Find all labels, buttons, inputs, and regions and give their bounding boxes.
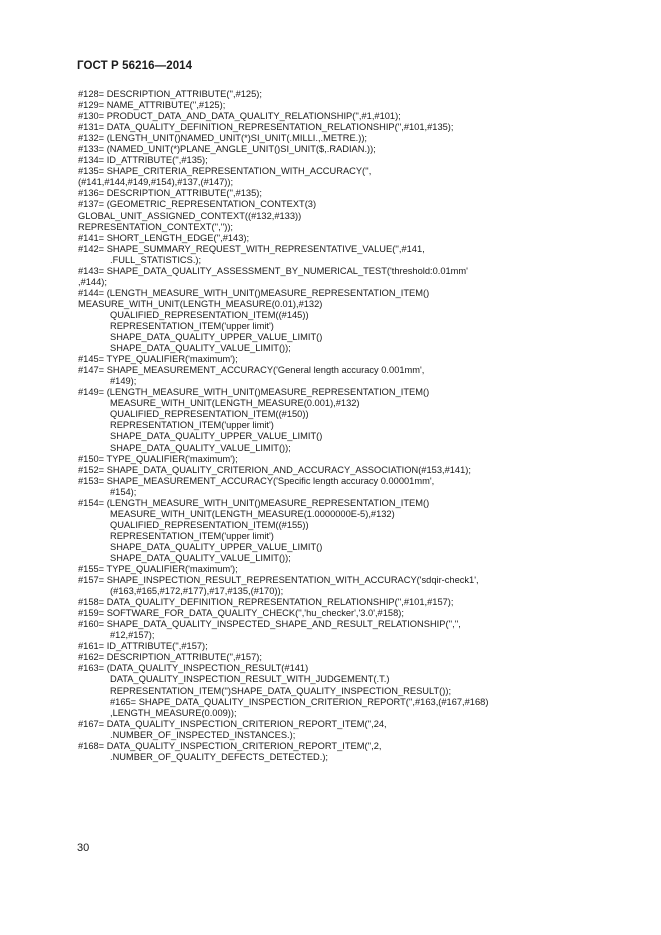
code-line: #149= (LENGTH_MEASURE_WITH_UNIT()MEASURE_REPRESENTATION_ITEM() bbox=[78, 387, 430, 398]
document-header: ГОСТ Р 56216—2014 bbox=[77, 60, 193, 72]
code-line: #134= ID_ATTRIBUTE('',#135); bbox=[78, 155, 208, 166]
code-line: QUALIFIED_REPRESENTATION_ITEM((#155)) bbox=[110, 519, 309, 530]
code-line: GLOBAL_UNIT_ASSIGNED_CONTEXT((#132,#133)) bbox=[78, 210, 302, 221]
code-line: #130= PRODUCT_DATA_AND_DATA_QUALITY_RELATIONSHIP('',#1,#101); bbox=[78, 111, 401, 122]
code-line: #12,#157); bbox=[110, 630, 155, 641]
code-line: #143= SHAPE_DATA_QUALITY_ASSESSMENT_BY_NUMERICAL_TEST('threshold:0.01mm' bbox=[78, 265, 468, 276]
code-line: #131= DATA_QUALITY_DEFINITION_REPRESENTATION_RELATIONSHIP('',#101,#135); bbox=[78, 122, 454, 133]
code-line: #160= SHAPE_DATA_QUALITY_INSPECTED_SHAPE_AND_RESULT_RELATIONSHIP('','', bbox=[78, 619, 461, 630]
code-line: DATA_QUALITY_INSPECTION_RESULT_WITH_JUDGEMENT(.T.) bbox=[110, 674, 390, 685]
code-line: (#141,#144,#149,#154),#137,(#147)); bbox=[78, 177, 234, 188]
code-line: REPRESENTATION_ITEM('upper limit') bbox=[110, 320, 274, 331]
code-line: ,#144); bbox=[78, 276, 107, 287]
code-line: SHAPE_DATA_QUALITY_UPPER_VALUE_LIMIT() bbox=[110, 541, 323, 552]
code-line: #147= SHAPE_MEASUREMENT_ACCURACY('General length accuracy 0.001mm', bbox=[78, 365, 425, 376]
code-line: #165= SHAPE_DATA_QUALITY_INSPECTION_CRITERION_REPORT('',#163,(#167,#168) bbox=[110, 696, 489, 707]
code-line: SHAPE_DATA_QUALITY_UPPER_VALUE_LIMIT() bbox=[110, 431, 323, 442]
code-line: #144= (LENGTH_MEASURE_WITH_UNIT()MEASURE_REPRESENTATION_ITEM() bbox=[78, 287, 430, 298]
code-line: #153= SHAPE_MEASUREMENT_ACCURACY('Specific length accuracy 0.00001mm', bbox=[78, 475, 435, 486]
code-line: #168= DATA_QUALITY_INSPECTION_CRITERION_REPORT_ITEM('',2, bbox=[78, 740, 382, 751]
code-line: QUALIFIED_REPRESENTATION_ITEM((#150)) bbox=[110, 409, 309, 420]
code-line: #161= ID_ATTRIBUTE('',#157); bbox=[78, 641, 208, 652]
code-line: #154= (LENGTH_MEASURE_WITH_UNIT()MEASURE_REPRESENTATION_ITEM() bbox=[78, 497, 430, 508]
page-number: 30 bbox=[77, 842, 90, 854]
code-line: #137= (GEOMETRIC_REPRESENTATION_CONTEXT(3) bbox=[78, 199, 317, 210]
code-line: #145= TYPE_QUALIFIER('maximum'); bbox=[78, 354, 238, 365]
code-line: #163= (DATA_QUALITY_INSPECTION_RESULT(#141) bbox=[78, 663, 309, 674]
code-line: #142= SHAPE_SUMMARY_REQUEST_WITH_REPRESENTATIVE_VALUE('',#141, bbox=[78, 243, 425, 254]
code-line: #162= DESCRIPTION_ATTRIBUTE('',#157); bbox=[78, 652, 262, 663]
code-line: SHAPE_DATA_QUALITY_UPPER_VALUE_LIMIT() bbox=[110, 332, 323, 343]
code-line: ,LENGTH_MEASURE(0.009)); bbox=[110, 707, 237, 718]
code-line: MEASURE_WITH_UNIT(LENGTH_MEASURE(0.01),#132) bbox=[78, 298, 323, 309]
code-line: .NUMBER_OF_INSPECTED_INSTANCES.); bbox=[110, 729, 296, 740]
code-line: #159= SOFTWARE_FOR_DATA_QUALITY_CHECK('','hu_checker','3.0',#158); bbox=[78, 608, 404, 619]
code-line: #141= SHORT_LENGTH_EDGE('',#143); bbox=[78, 232, 250, 243]
code-line: #136= DESCRIPTION_ATTRIBUTE('',#135); bbox=[78, 188, 262, 199]
code-line: #150= TYPE_QUALIFIER('maximum'); bbox=[78, 453, 238, 464]
code-line: SHAPE_DATA_QUALITY_VALUE_LIMIT()); bbox=[110, 343, 291, 354]
code-line: (#163,#165,#172,#177),#17,#135,(#170)); bbox=[110, 586, 284, 597]
code-line: #128= DESCRIPTION_ATTRIBUTE('',#125); bbox=[78, 89, 262, 99]
code-line: .NUMBER_OF_QUALITY_DEFECTS_DETECTED.); bbox=[110, 751, 328, 762]
code-line: #133= (NAMED_UNIT(*)PLANE_ANGLE_UNIT()SI_UNIT($,.RADIAN.)); bbox=[78, 144, 376, 155]
code-line: REPRESENTATION_ITEM('')SHAPE_DATA_QUALITY_INSPECTION_RESULT()); bbox=[110, 685, 452, 696]
code-line: #154); bbox=[110, 486, 137, 497]
code-line: #167= DATA_QUALITY_INSPECTION_CRITERION_REPORT_ITEM('',24, bbox=[78, 718, 387, 729]
code-line: REPRESENTATION_ITEM('upper limit') bbox=[110, 530, 274, 541]
code-line: #158= DATA_QUALITY_DEFINITION_REPRESENTATION_RELATIONSHIP('',#101,#157); bbox=[78, 597, 454, 608]
code-line: #135= SHAPE_CRITERIA_REPRESENTATION_WITH_ACCURACY('', bbox=[78, 166, 372, 177]
code-listing bbox=[78, 89, 578, 763]
code-line: SHAPE_DATA_QUALITY_VALUE_LIMIT()); bbox=[110, 552, 291, 563]
code-line: SHAPE_DATA_QUALITY_VALUE_LIMIT()); bbox=[110, 442, 291, 453]
code-line: MEASURE_WITH_UNIT(LENGTH_MEASURE(0.001),#132) bbox=[110, 398, 360, 409]
code-line: #129= NAME_ATTRIBUTE('',#125); bbox=[78, 100, 226, 111]
code-line: #149); bbox=[110, 376, 137, 387]
code-line: MEASURE_WITH_UNIT(LENGTH_MEASURE(1.0000000E-5),#132) bbox=[110, 508, 395, 519]
code-line: #157= SHAPE_INSPECTION_RESULT_REPRESENTATION_WITH_ACCURACY('sdqir-check1', bbox=[78, 575, 479, 586]
code-line: REPRESENTATION_CONTEXT('','')); bbox=[78, 221, 233, 232]
code-line: #152= SHAPE_DATA_QUALITY_CRITERION_AND_ACCURACY_ASSOCIATION(#153,#141); bbox=[78, 464, 471, 475]
code-line: QUALIFIED_REPRESENTATION_ITEM((#145)) bbox=[110, 309, 309, 320]
code-line: #132= (LENGTH_UNIT()NAMED_UNIT(*)SI_UNIT(.MILLI.,.METRE.)); bbox=[78, 133, 368, 144]
code-line: .FULL_STATISTICS.); bbox=[110, 254, 202, 265]
code-line: REPRESENTATION_ITEM('upper limit') bbox=[110, 420, 274, 431]
code-line: #155= TYPE_QUALIFIER('maximum'); bbox=[78, 564, 238, 575]
